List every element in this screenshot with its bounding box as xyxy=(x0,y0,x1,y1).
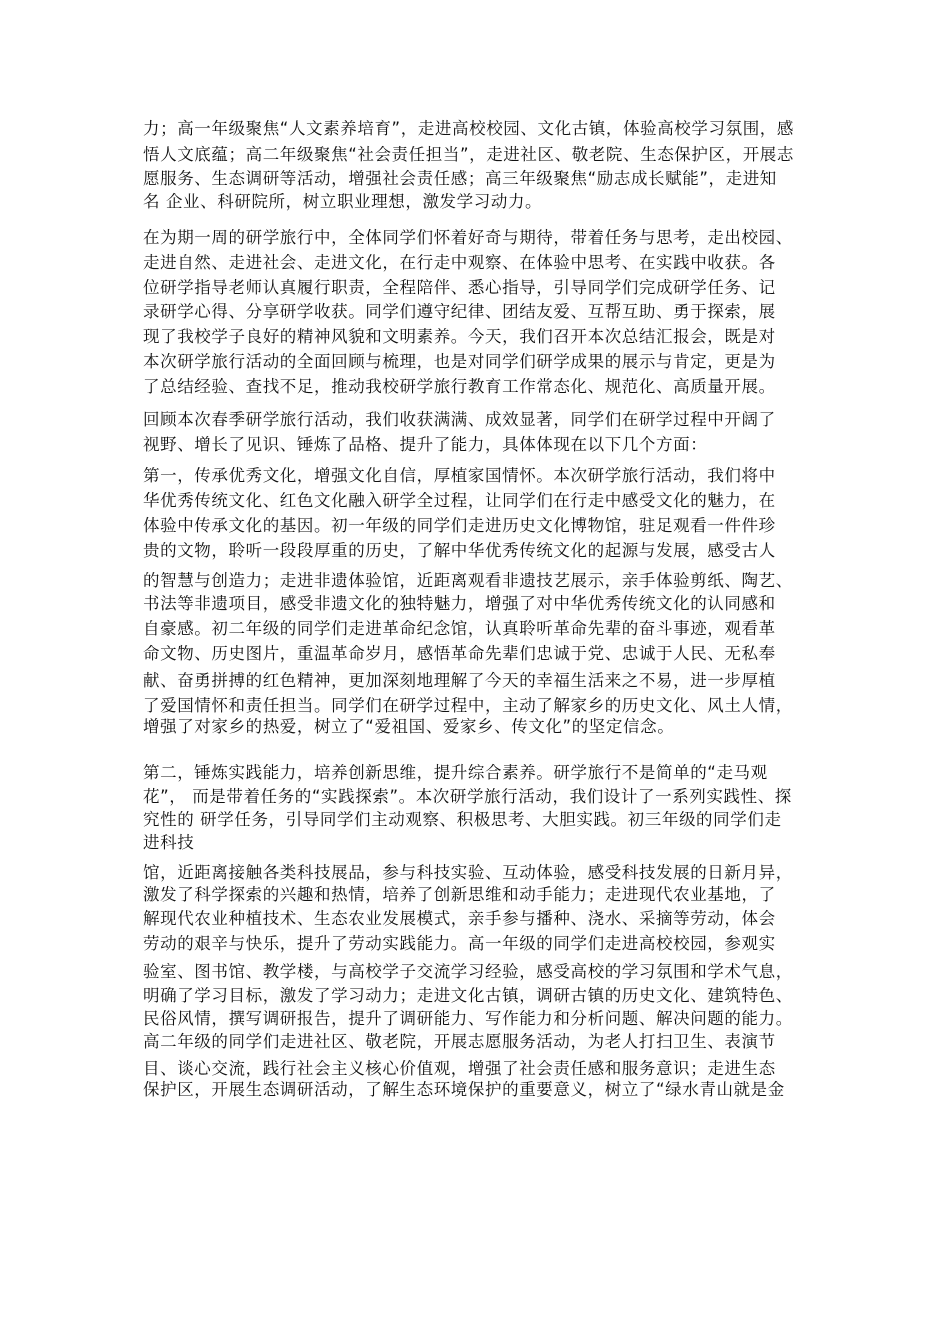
text-line: 增强了对家乡的热爱，树立了“爱祖国、爱家乡、传文化”的坚定信念。 xyxy=(143,717,675,736)
text-line: 保护区，开展生态调研活动，了解生态环境保护的重要意义，树立了“绿水青山就是金 xyxy=(143,1080,785,1099)
text-line: 了总结经验、查找不足，推动我校研学旅行教育工作常态化、规范化、高质量开展。 xyxy=(143,377,776,396)
text-line: 究性的 研学任务，引导同学们主动观察、积极思考、大胆实践。初三年级的同学们走 xyxy=(143,810,782,829)
text-line: 高二年级的同学们走进社区、敬老院，开展志愿服务活动，为老人打扫卫生、表演节 xyxy=(143,1032,776,1051)
text-line: 激发了科学探索的兴趣和热情，培养了创新思维和动手能力；走进现代农业基地，了 xyxy=(143,885,776,904)
text-line: 在为期一周的研学旅行中，全体同学们怀着好奇与期待，带着任务与思考，走出校园、 xyxy=(143,228,793,247)
text-line: 现了我校学子良好的精神风貌和文明素养。今天，我们召开本次总结汇报会，既是对 xyxy=(143,327,776,346)
text-line: 贵的文物，聆听一段段厚重的历史，了解中华优秀传统文化的起源与发展，感受古人 xyxy=(143,541,776,560)
text-line: 本次研学旅行活动的全面回顾与梳理，也是对同学们研学成果的展示与肯定，更是为 xyxy=(143,352,776,371)
text-line: 自豪感。初二年级的同学们走进革命纪念馆，认真聆听革命先辈的奋斗事迹，观看革 xyxy=(143,619,776,638)
text-line: 愿服务、生态调研等活动，增强社会责任感；高三年级聚焦“励志成长赋能”，走进知 xyxy=(143,169,777,188)
text-line: 民俗风情，撰写调研报告，提升了调研能力、写作能力和分析问题、解决问题的能力。 xyxy=(143,1009,793,1028)
text-line: 华优秀传统文化、红色文化融入研学全过程，让同学们在行走中感受文化的魅力，在 xyxy=(143,491,776,510)
text-line: 录研学心得、分享研学收获。同学们遵守纪律、团结友爱、互帮互助、勇于探索，展 xyxy=(143,302,776,321)
text-line: 书法等非遗项目，感受非遗文化的独特魅力，增强了对中华优秀传统文化的认同感和 xyxy=(143,594,776,613)
text-line: 命文物、历史图片，重温革命岁月，感悟革命先辈们忠诚于党、忠诚于人民、无私奉 xyxy=(143,644,776,663)
text-line: 回顾本次春季研学旅行活动，我们收获满满、成效显著，同学们在研学过程中开阔了 xyxy=(143,410,776,429)
text-line: 第一，传承优秀文化，增强文化自信，厚植家国情怀。本次研学旅行活动，我们将中 xyxy=(143,466,776,485)
text-line: 馆，近距离接触各类科技展品，参与科技实验、互动体验，感受科技发展的日新月异， xyxy=(143,863,793,882)
text-line: 第二，锤炼实践能力，培养创新思维，提升综合素养。研学旅行不是简单的“走马观 xyxy=(143,763,768,782)
text-line: 体验中传承文化的基因。初一年级的同学们走进历史文化博物馆，驻足观看一件件珍 xyxy=(143,516,776,535)
text-line: 视野、增长了见识、锤炼了品格、提升了能力，具体体现在以下几个方面： xyxy=(143,435,708,454)
text-line: 献、奋勇拼搏的红色精神，更加深刻地理解了今天的幸福生活来之不易，进一步厚植 xyxy=(143,671,776,690)
text-line: 力；高一年级聚焦“人文素养培育”，走进高校校园、文化古镇，体验高校学习氛围，感 xyxy=(143,119,794,138)
text-line: 明确了学习目标，激发了学习动力；走进文化古镇，调研古镇的历史文化、建筑特色、 xyxy=(143,986,793,1005)
text-line: 劳动的艰辛与快乐，提升了劳动实践能力。高一年级的同学们走进高校校园，参观实 xyxy=(143,934,776,953)
text-line: 验室、图书馆、教学楼，与高校学子交流学习经验，感受高校的学习氛围和学术气息， xyxy=(143,962,793,981)
text-line: 解现代农业种植技术、生态农业发展模式，亲手参与播种、浇水、采摘等劳动，体会 xyxy=(143,909,776,928)
text-line: 位研学指导老师认真履行职责，全程陪伴、悉心指导，引导同学们完成研学任务、记 xyxy=(143,278,776,297)
text-line: 名 企业、科研院所，树立职业理想，激发学习动力。 xyxy=(143,192,543,211)
text-line: 花”， 而是带着任务的“实践探索”。本次研学旅行活动，我们设计了一系列实践性、探 xyxy=(143,787,792,806)
text-line: 目、谈心交流，践行社会主义核心价值观，增强了社会责任感和服务意识；走进生态 xyxy=(143,1059,776,1078)
text-line: 悟人文底蕴；高二年级聚焦“社会责任担当”，走进社区、敬老院、生态保护区，开展志 xyxy=(143,145,794,164)
text-line: 了爱国情怀和责任担当。同学们在研学过程中，主动了解家乡的历史文化、风土人情， xyxy=(143,696,793,715)
text-line: 进科技 xyxy=(143,833,195,852)
text-line: 走进自然、走进社会、走进文化，在行走中观察、在体验中思考、在实践中收获。各 xyxy=(143,253,776,272)
text-line: 的智慧与创造力；走进非遗体验馆，近距离观看非遗技艺展示，亲手体验剪纸、陶艺、 xyxy=(143,571,793,590)
